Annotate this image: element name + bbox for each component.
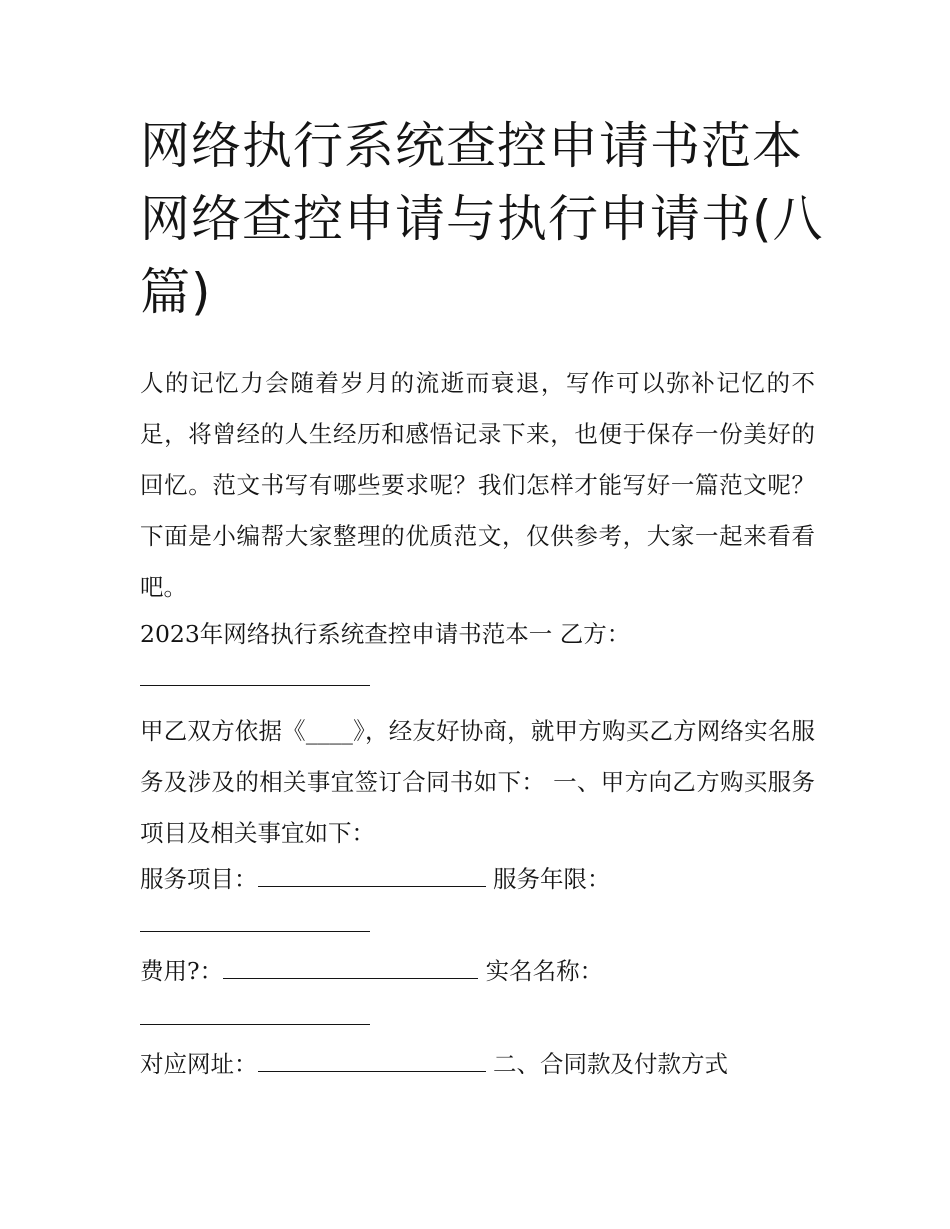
url-row: [140, 1043, 728, 1084]
blank-fee: [223, 950, 478, 979]
blank-service-years: [140, 931, 370, 932]
field-url-label: 对应网址：: [140, 1050, 258, 1078]
blank-real-name: [140, 1024, 370, 1025]
fee-row: [140, 950, 603, 991]
field-real-name-label: 实名名称：: [485, 957, 604, 985]
blank-party-b: [140, 685, 370, 686]
blank-service-item: [258, 858, 486, 887]
field-service-years-label: 服务年限：: [492, 865, 611, 893]
section-heading: 2023年网络执行系统查控申请书范本一 乙方：: [140, 620, 631, 648]
field-service-item-label: 服务项目：: [140, 865, 258, 893]
agreement-paragraph: 甲乙双方依据《____》，经友好协商，就甲方购买乙方网络实名服务及涉及的相关事宜签订合同书如下： 一、甲方向乙方购买服务项目及相关事宜如下：: [140, 717, 815, 847]
blank-url: [258, 1043, 486, 1072]
intro-paragraph: 人的记忆力会随着岁月的流逝而衰退，写作可以弥补记忆的不足，将曾经的人生经历和感悟记录下来，也便于保存一份美好的回忆。范文书写有哪些要求呢？我们怎样才能写好一篇范文呢？下面是小编帮大家整理的优质范文，仅供参考，大家一起来看看吧。: [140, 369, 815, 601]
clause-two-heading: 二、合同款及付款方式: [492, 1050, 728, 1078]
service-row: [140, 858, 610, 899]
document-title: 网络执行系统查控申请书范本 网络查控申请与执行申请书(八篇): [140, 117, 824, 321]
field-fee-label: 费用?：: [140, 957, 224, 985]
